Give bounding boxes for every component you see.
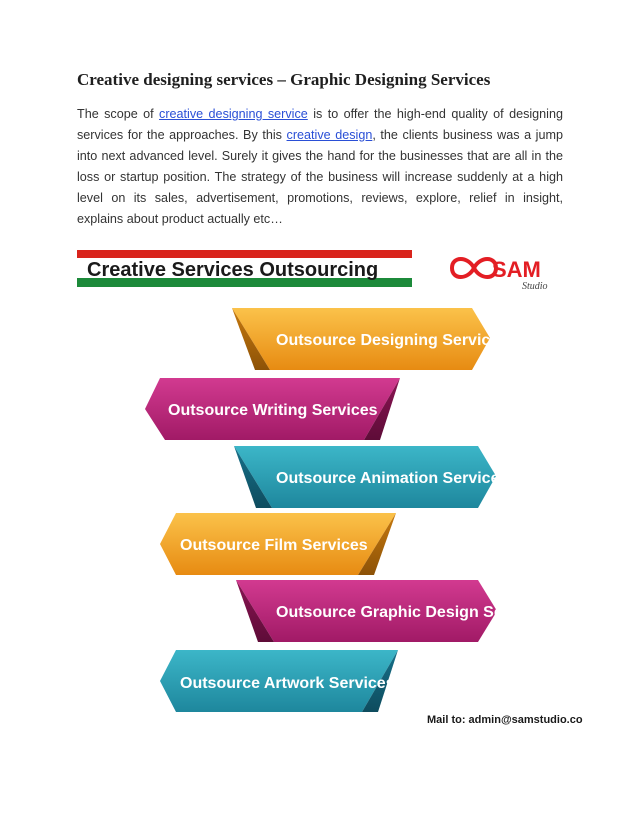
banner-title: Creative Services Outsourcing [87,259,379,281]
paragraph-text-1: The scope of [77,107,160,121]
service-ribbon-animation [234,446,508,508]
service-label-animation: Outsource Animation Services [276,470,509,487]
mail-to-text: Mail to: admin@samstudio.co [427,714,583,726]
logo-subtext: Studio [522,281,548,292]
logo-text: SAM [492,257,541,282]
service-ribbon-artwork [160,650,398,712]
service-label-writing: Outsource Writing Services [168,402,378,419]
infinity-icon [452,259,496,277]
creative-design-link[interactable]: creative design [286,128,373,142]
service-label-designing: Outsource Designing Services [276,332,509,349]
banner [77,250,412,287]
paragraph-text-3: , the clients business was a jump into next advanced level. Surely it gives the hand for the businesses that are all in the loss or startup position. The strategy of the business will increase suddenly at a high level on its sales, advertisement, promotions, reviews, explore, relief in insight, explains about product actually etc… [77,128,563,226]
sam-studio-logo [452,257,548,292]
creative-designing-service-link[interactable]: creative designing service [159,107,308,121]
service-ribbon-film [160,513,396,575]
service-label-film: Outsource Film Services [180,537,368,554]
service-ribbon-graphic-design [236,580,549,642]
paragraph-text-2: is to offer the high-end quality of designing services for the approaches. By this [77,107,563,142]
service-label-graphic-design: Outsource Graphic Design Services [276,604,549,621]
service-ribbon-writing [145,378,400,440]
banner-red-stripe [77,250,412,258]
page-title: Creative designing services – Graphic Designing Services [77,70,491,89]
service-ribbon-designing [232,308,508,370]
service-label-artwork: Outsource Artwork Services [180,675,395,692]
